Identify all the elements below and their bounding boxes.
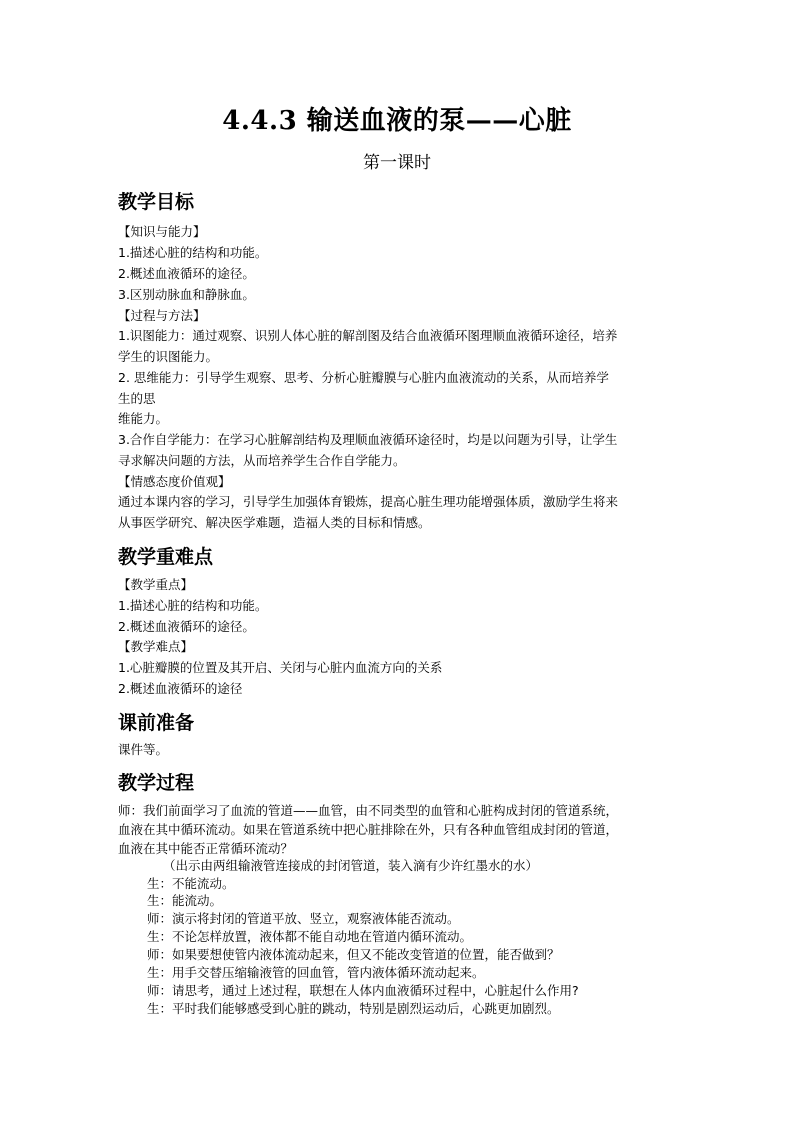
objectives-line: 2. 思维能力：引导学生观察、思考、分析心脏瓣膜与心脏内血液流动的关系，从而培养学 bbox=[118, 370, 609, 385]
process-line: 师：我们前面学习了血流的管道——血管，由不同类型的血管和心脏构成封闭的管道系统， bbox=[118, 803, 619, 818]
key-points-line: 2.概述血液循环的途径。 bbox=[118, 619, 255, 634]
process-line: 生：不能流动。 bbox=[147, 876, 235, 891]
heading-objectives: 教学目标 bbox=[118, 191, 195, 213]
process-line: 生：能流动。 bbox=[147, 893, 223, 908]
key-points-line: 【教学重点】 bbox=[118, 577, 194, 592]
process-line: 血液在其中循环流动。如果在管道系统中把心脏排除在外，只有各种血管组成封闭的管道， bbox=[118, 822, 619, 837]
key-points-line: 1.描述心脏的结构和功能。 bbox=[118, 598, 268, 613]
objectives-line: 1.描述心脏的结构和功能。 bbox=[118, 245, 268, 260]
key-points-line: 【教学难点】 bbox=[118, 639, 194, 654]
process-line: 血液在其中能否正常循环流动？ bbox=[118, 841, 294, 856]
key-points-line: 1.心脏瓣膜的位置及其开启、关闭与心脏内血流方向的关系 bbox=[118, 660, 443, 675]
heading-preparation: 课前准备 bbox=[118, 712, 195, 734]
objectives-line: 【过程与方法】 bbox=[118, 308, 206, 323]
objectives-line: 通过本课内容的学习，引导学生加强体育锻炼，提高心脏生理功能增强体质，激励学生将来 bbox=[118, 494, 619, 509]
process-line: 生：平时我们能够感受到心脏的跳动，特别是剧烈运动后，心跳更加剧烈。 bbox=[147, 1001, 560, 1016]
objectives-line: 【情感态度价值观】 bbox=[118, 474, 231, 489]
process-line: 生：用手交替压缩输液管的回血管，管内液体循环流动起来。 bbox=[147, 965, 485, 980]
key-points-line: 2.概述血液循环的途径 bbox=[118, 681, 243, 696]
objectives-line: 1.识图能力：通过观察、识别人体心脏的解剖图及结合血液循环图理顺血液循环途径，培养 bbox=[118, 328, 618, 343]
objectives-line: 维能力。 bbox=[118, 411, 169, 426]
process-line: 师：演示将封闭的管道平放、竖立，观察液体能否流动。 bbox=[147, 911, 460, 926]
preparation-line: 课件等。 bbox=[118, 742, 169, 757]
heading-key-points: 教学重难点 bbox=[118, 546, 214, 568]
process-line: 师：请思考，通过上述过程，联想在人体内血液循环过程中，心脏起什么作用? bbox=[147, 983, 579, 998]
process-line: 师：如果要想使管内液体流动起来，但又不能改变管道的位置，能否做到？ bbox=[147, 947, 560, 962]
process-line: （出示由两组输液管连接成的封闭管道，装入滴有少许红墨水的水） bbox=[163, 858, 539, 873]
heading-process: 教学过程 bbox=[118, 772, 195, 794]
objectives-line: 生的思 bbox=[118, 391, 156, 406]
document-title: 4.4.3 输送血液的泵——心脏 bbox=[222, 106, 572, 136]
objectives-line: 3.合作自学能力：在学习心脏解剖结构及理顺血液循环途径时，均是以问题为引导，让学生 bbox=[118, 432, 618, 447]
objectives-line: 2.概述血液循环的途径。 bbox=[118, 266, 255, 281]
objectives-line: 从事医学研究、解决医学难题，造福人类的目标和情感。 bbox=[118, 515, 431, 530]
document-subtitle: 第一课时 bbox=[363, 153, 431, 173]
objectives-line: 学生的识图能力。 bbox=[118, 349, 219, 364]
objectives-line: 【知识与能力】 bbox=[118, 224, 206, 239]
objectives-line: 寻求解决问题的方法，从而培养学生合作自学能力。 bbox=[118, 453, 406, 468]
objectives-line: 3.区别动脉血和静脉血。 bbox=[118, 287, 255, 302]
process-line: 生：不论怎样放置，液体都不能自动地在管道内循环流动。 bbox=[147, 929, 473, 944]
